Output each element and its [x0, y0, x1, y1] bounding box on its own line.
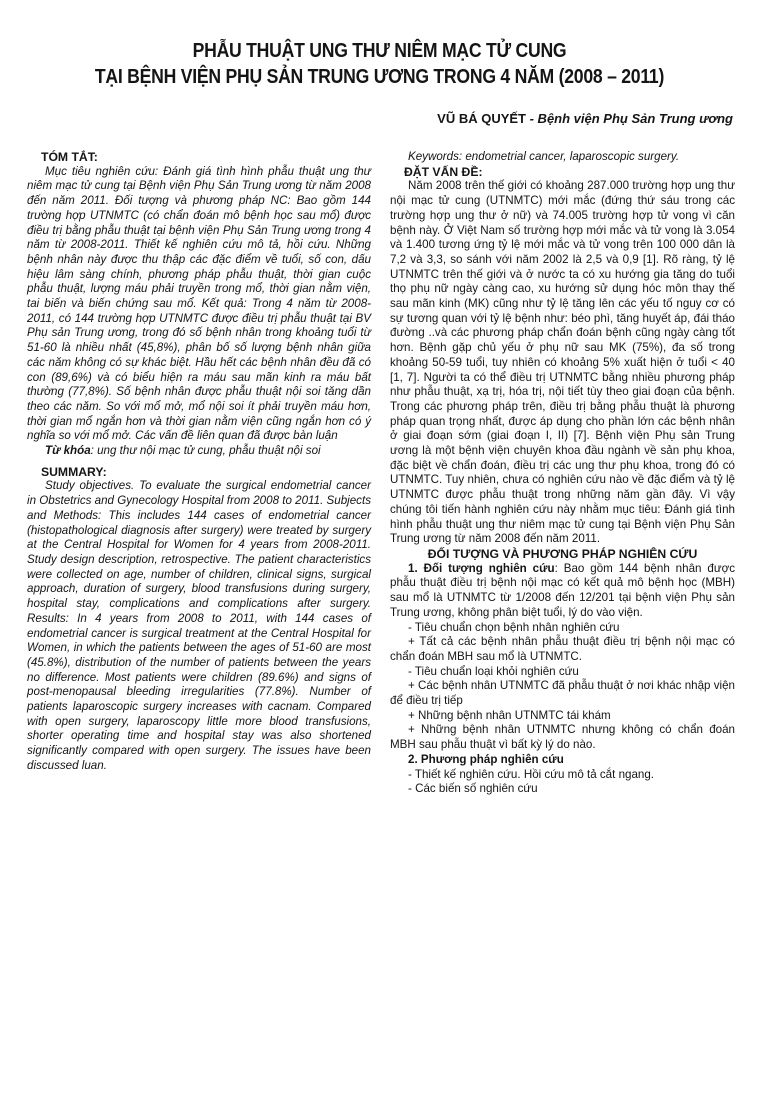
author-name: VŨ BÁ QUYẾT	[437, 111, 526, 126]
introduction-heading: ĐẶT VẤN ĐỀ:	[404, 164, 483, 179]
author-affiliation: - Bệnh viện Phụ Sản Trung ương	[526, 111, 733, 126]
list-item: + Những bệnh nhân UTNMTC nhưng không có chẩn đoán MBH sau phẫu thuật vì bất kỳ lý do nào.	[390, 723, 735, 752]
abstract-vi-heading: TÓM TẮT:	[41, 150, 98, 164]
keywords-vi-label: Từ khóa	[45, 444, 91, 458]
keywords-en-text: endometrial cancer, laparoscopic surgery.	[462, 150, 680, 163]
subjects-label: 1. Đối tượng nghiên cứu	[408, 561, 555, 575]
keywords-en	[390, 150, 735, 165]
summary-body: Study objectives. To evaluate the surgical endometrial cancer in Obstetrics and Gynecology Hospital from 2008 to 2011. Subjects and Methods: This includes 144 cases of endometrial cancer (histopathological diagnosis after surgery) were treated by surgery at the Central Hospital for Women for 4 years from 2008-2011. Study design description, retrospective. The patient characteristics were collected on age, number of children, clinical signs, surgical approach, duration of surgery, blood transfusions during surgery, hospital stay, complications and complications after surgery. Results: In 4 years from 2008 to 2011, with 144 cases of endometrial cancer is surgical treatment at the Central Hospital for Women, in which the patients between the ages of 51-60 are most (45.8%), distribution of the number of patients between the years no difference. Most patients were children (89.6%) and signs of post-menopausal bleeding irregularities (77.8%). Number of patients laparoscopic surgery increases with cacnam. Compared with open surgery, laparoscopy little more blood transfusions, shorter operating time and hospital stay was also shortened significantly compared with open surgery. The issues have been discussed luan.	[27, 479, 371, 772]
abstract-vi-body: Mục tiêu nghiên cứu: Đánh giá tình hình phẫu thuật ung thư niêm mạc tử cung tại Bệnh viện Phụ Sản Trung ương từ năm 2008 đến năm 2011. Đối tượng và phương pháp NC: Bao gồm 144 trường hợp UTNMTC (có chẩn đoán mô bệnh học sau mổ) được điều trị bằng phẫu thuật tại bệnh viện Phụ Sản Trung ương trong 4 năm từ 2008-2011. Thiết kế nghiên cứu mô tả, hồi cứu. Những bệnh nhân này được thu thập các đặc điểm về tuổi, số con, dấu hiệu lâm sàng chính, phương pháp phẫu thuật, thời gian cuộc phẫu thuật, lượng máu phải truyền trong mổ, thời gian nằm viện, tai biến và biến chứng sau mổ. Kết quả: Trong 4 năm từ 2008- 2011, có 144 trường hợp UTNMTC được điều trị phẫu thuật tại BV Phụ sản Trung ương, trong đó số bệnh nhân trong khoảng tuổi từ 51-60 là nhiều nhất (45,8%), phân bố số lượng bệnh nhân giữa các năm không có sự khác biệt. Hầu hết các bệnh nhân đều đã có con (89,6%) và có biểu hiện ra máu sau mãn kinh ra máu bất thường (77,8%). Số bệnh nhân được phẫu thuật nội soi tăng dần theo các năm. So với mổ mở, mổ nội soi ít phải truyền máu hơn, thời gian mổ ngắn hơn và thời gian nằm viện cũng ngắn hơn có ý nghĩa so với mổ mở. Các vấn đề liên quan đã được bàn luận	[27, 164, 371, 443]
list-item: + Những bệnh nhân UTNMTC tái khám	[408, 708, 611, 722]
list-item: - Tiêu chuẩn chọn bệnh nhân nghiên cứu	[408, 620, 620, 634]
list-item: - Các biến số nghiên cứu	[408, 782, 538, 796]
introduction-body: Năm 2008 trên thế giới có khoảng 287.000 trường hợp ung thư nội mạc tử cung (UTNMTC) mới mắc (đứng thứ sáu trong các trường hợp ung thư ở nữ) và 74.005 trường hợp tử vong vì căn bệnh này. Ở Việt Nam số trường hợp mới mắc và tử vong là 3.054 và 1.400 tương ứng tỷ lệ mới mắc và tử vong trên 100 000 dân là 7,2 và 3,3, so sánh với năm 2002 là 2,5 và 0,9 [1]. Rõ ràng, tỷ lệ UTNMTC trên thế giới và ở nước ta có xu hướng gia tăng do tuổi thọ phụ nữ ngày càng cao, xu hướng sử dụng hóc môn thay thế sau mãn kinh (MK) cũng như tỷ lệ tăng lên các yếu tố nguy cơ có sự tương quan với tỷ lệ bệnh như: béo phì, tăng huyết áp, đái tháo đường ..và các phương pháp chẩn đoán bệnh cũng ngày càng tốt hơn. Bệnh gặp chủ yếu ở phụ nữ sau MK (75%), đa số trong khoảng 50-59 tuổi, tuy nhiên có khoảng 5% xuất hiện ở tuổi < 40 [1, 7]. Người ta có thể điều trị UTNMTC bằng nhiều phương pháp như phẫu thuật, xạ trị, hóa trị, nội tiết tùy theo giai đoạn của bệnh. Trong các phương pháp trên, điều trị bằng phẫu thuật là phương pháp quan trọng nhất, được áp dụng cho phần lớn các bệnh nhân ở giai đoạn sớm (giai đoạn I, II) [7]. Bệnh viện Phụ sản Trung ương là một bệnh viện chuyên khoa đầu ngành về sản phụ khoa, đặc biệt về chẩn đoán, điều trị các ung thư phụ khoa, trong đó có UTNMTC. Tuy nhiên, chưa có nghiên cứu nào về đặc điểm và tỷ lệ UTNMTC được phẫu thuật trong những năm gần đây. Vì vậy chúng tôi tiến hành nghiên cứu này nhằm mục tiêu: Đánh giá tình hình phẫu thuật ung thư niêm mạc tử cung tại Bệnh viện Phụ Sản Trung ương từ năm 2008 đến năm 2011.	[390, 179, 735, 546]
list-item: + Các bệnh nhân UTNMTC đã phẫu thuật ở nơi khác nhập viện để điều trị tiếp	[390, 679, 735, 708]
title-line-2: TẠI BỆNH VIỆN PHỤ SẢN TRUNG ƯƠNG TRONG 4 NĂM (2008 – 2011)	[94, 65, 665, 88]
list-item: - Tiêu chuẩn loại khỏi nghiên cứu	[408, 664, 579, 678]
paper-title	[53, 38, 706, 90]
summary-heading: SUMMARY:	[41, 464, 107, 479]
methods-subheading: 2. Phương pháp nghiên cứu	[408, 752, 564, 766]
subjects-paragraph	[390, 562, 735, 621]
methods-heading: ĐỐI TƯỢNG VÀ PHƯƠNG PHÁP NGHIÊN CỨU	[427, 546, 698, 561]
list-item: - Thiết kế nghiên cứu. Hồi cứu mô tả cắt ngang.	[408, 767, 655, 781]
right-column	[390, 150, 735, 797]
list-item: + Tất cả các bệnh nhân phẫu thuật điều trị bệnh nội mạc có chẩn đoán MBH sau mổ là UTNMTC.	[390, 635, 735, 663]
keywords-vi	[27, 444, 371, 459]
subjects-text: : Bao gồm 144 bệnh nhân được phẫu thuật điều trị bệnh nội mạc có kết quả mô bệnh học (MBH) sau mổ là UTNMTC từ 1/2008 đến 12/201 tại bệnh viện Phụ sản Trung ương, không phân biệt tuổi, lý do vào viện.	[390, 561, 735, 619]
keywords-vi-text: : ung thư nội mạc tử cung, phẫu thuật nội soi	[90, 444, 321, 458]
keywords-en-label: Keywords:	[408, 150, 463, 163]
title-line-1: PHẪU THUẬT UNG THƯ NIÊM MẠC TỬ CUNG	[192, 39, 567, 62]
left-column	[27, 150, 371, 774]
author-line	[437, 111, 733, 126]
